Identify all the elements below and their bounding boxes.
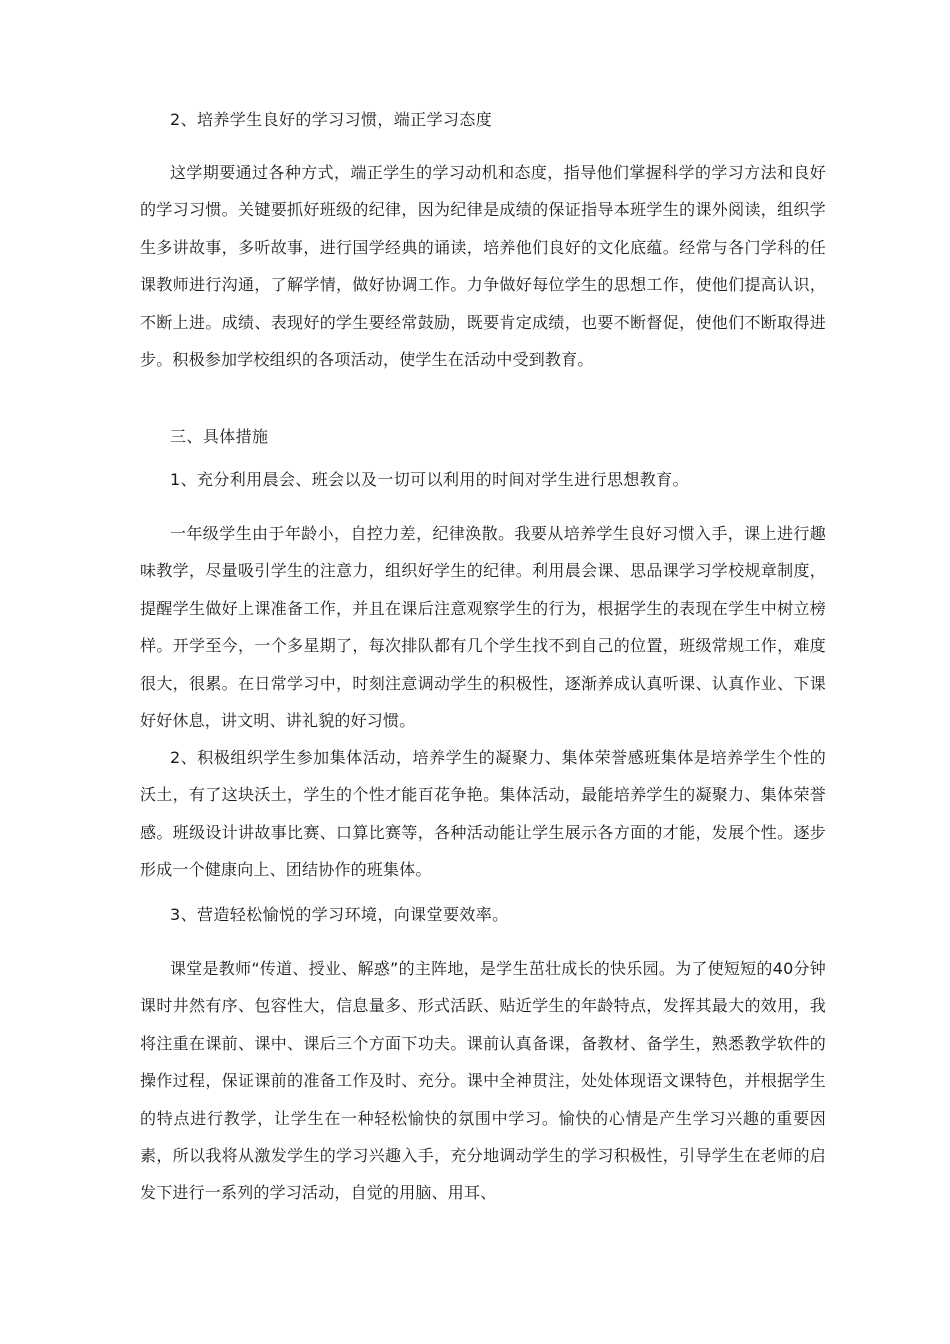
- paragraph-measure-2: 2、积极组织学生参加集体活动，培养学生的凝聚力、集体荣誉感班集体是培养学生个性的沃土，有了这块沃土，学生的个性才能百花争艳。集体活动，最能培养学生的凝聚力、集体荣誉感。班级设计讲故事比赛、口算比赛等，各种活动能让学生展示各方面的才能，发展个性。逐步形成一个健康向上、团结协作的班集体。: [140, 748, 826, 880]
- paragraph-habits: 这学期要通过各种方式，端正学生的学习动机和态度，指导他们掌握科学的学习方法和良好的学习习惯。关键要抓好班级的纪律，因为纪律是成绩的保证指导本班学生的课外阅读，组织学生多讲故事，多听故事，进行国学经典的诵读，培养他们良好的文化底蕴。经常与各门学科的任课教师进行沟通，了解学情，做好协调工作。力争做好每位学生的思想工作，使他们提高认识，不断上进。成绩、表现好的学生要经常鼓励，既要肯定成绩，也要不断督促，使他们不断取得进步。积极参加学校组织的各项活动，使学生在活动中受到教育。: [140, 163, 826, 370]
- measure-heading-3: 3、营造轻松愉悦的学习环境，向课堂要效率。: [170, 905, 509, 924]
- paragraph-measure-1: 一年级学生由于年龄小，自控力差，纪律涣散。我要从培养学生良好习惯入手，课上进行趣味教学，尽量吸引学生的注意力，组织好学生的纪律。利用晨会课、思品课学习学校规章制度，提醒学生做好上课准备工作，并且在课后注意观察学生的行为，根据学生的表现在学生中树立榜样。开学至今，一个多星期了，每次排队都有几个学生找不到自己的位置，班级常规工作，难度很大，很累。在日常学习中，时刻注意调动学生的积极性，逐渐养成认真听课、认真作业、下课好好休息，讲文明、讲礼貌的好习惯。: [140, 524, 826, 731]
- paragraph-measure-3: 课堂是教师“传道、授业、解惑”的主阵地，是学生茁壮成长的快乐园。为了使短短的40分钟课时井然有序、包容性大，信息量多、形式活跃、贴近学生的年龄特点，发挥其最大的效用，我将注重在课前、课中、课后三个方面下功夫。课前认真备课，备教材、备学生，熟悉教学软件的操作过程，保证课前的准备工作及时、充分。课中全神贯注，处处体现语文课特色，并根据学生的特点进行教学，让学生在一种轻松愉快的氛围中学习。愉快的心情是产生学习兴趣的重要因素，所以我将从激发学生的学习兴趣入手，充分地调动学生的学习积极性，引导学生在老师的启发下进行一系列的学习活动，自觉的用脑、用耳、: [140, 959, 826, 1203]
- section-heading-measures: 三、具体措施: [170, 427, 269, 446]
- measure-heading-1: 1、充分利用晨会、班会以及一切可以利用的时间对学生进行思想教育。: [170, 470, 689, 489]
- section-heading-habits: 2、培养学生良好的学习习惯，端正学习态度: [170, 110, 493, 129]
